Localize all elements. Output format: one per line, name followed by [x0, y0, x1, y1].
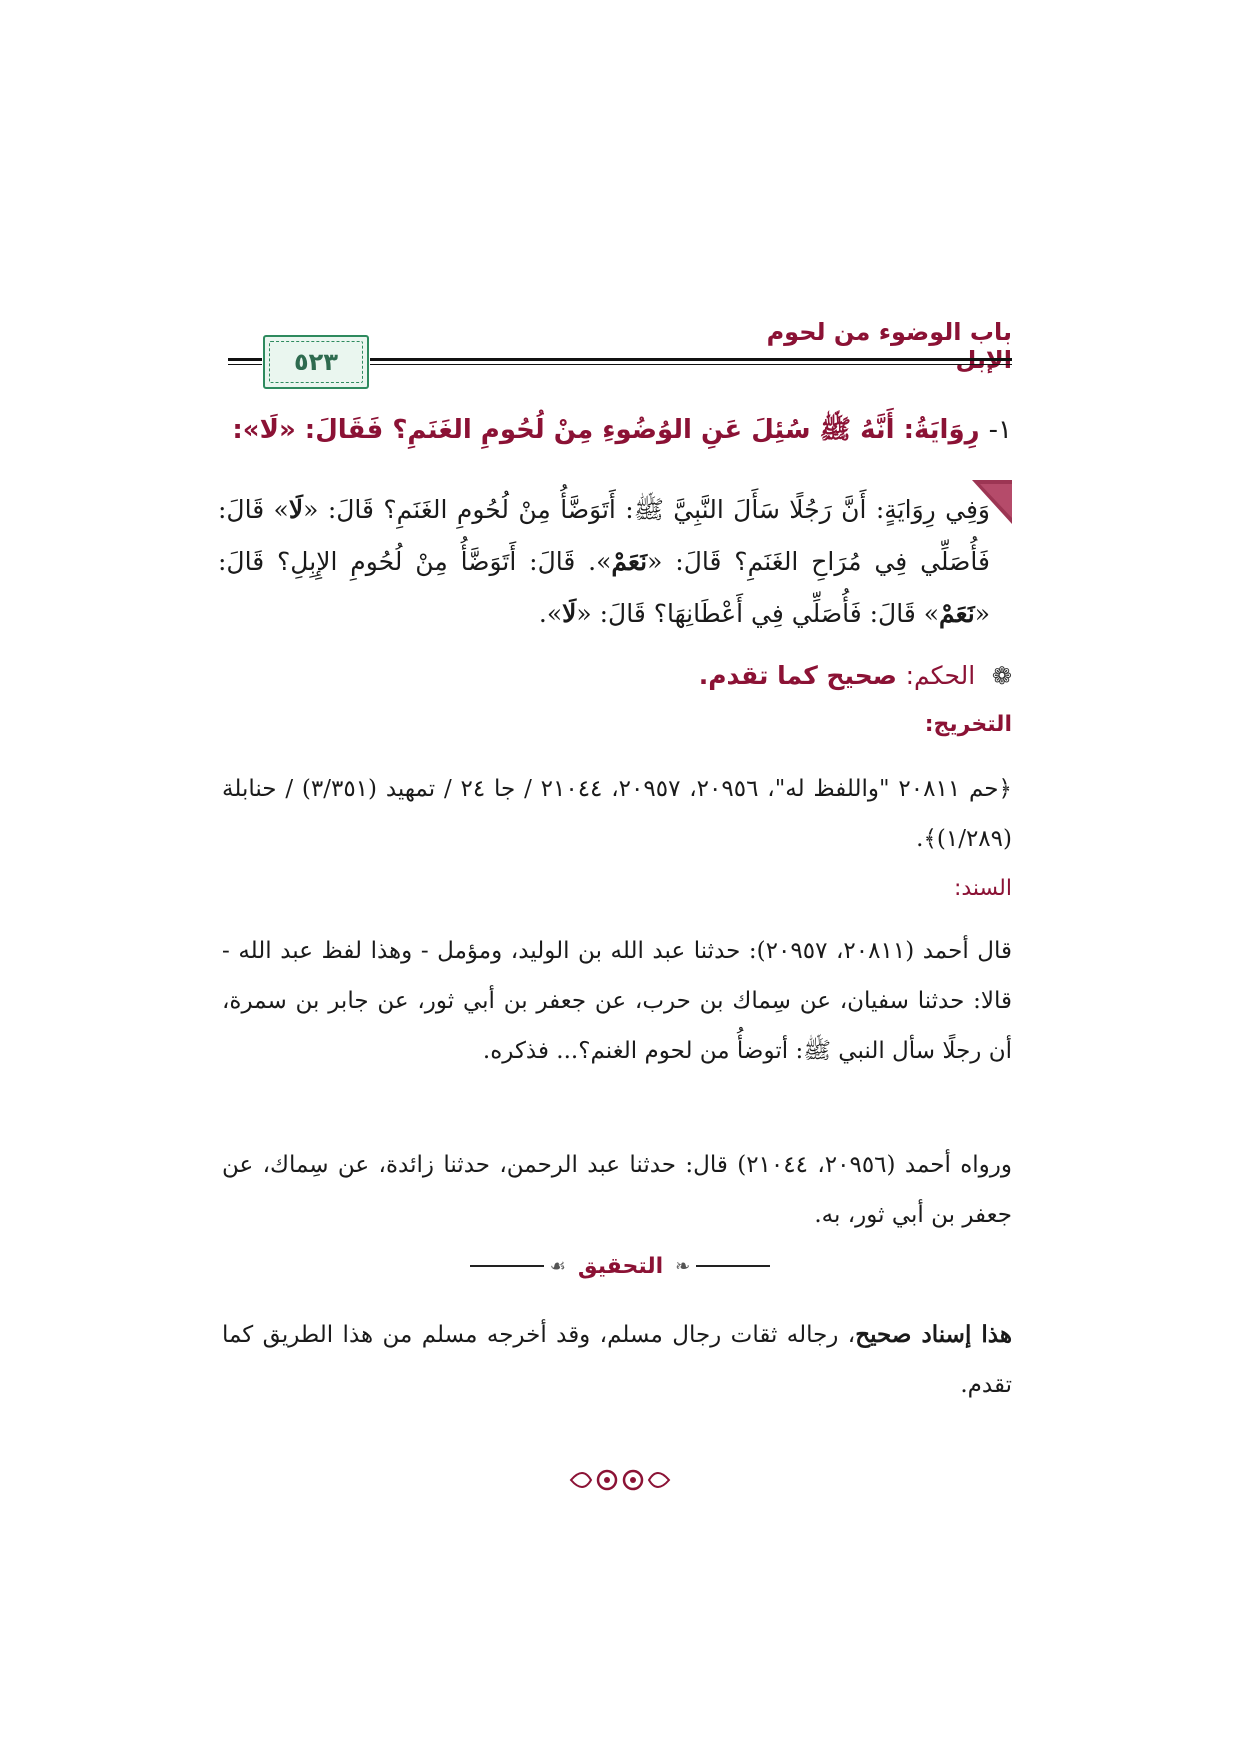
hadith-narration [218, 484, 990, 640]
tahqiq-rest: ، رجاله ثقات رجال مسلم، وقد أخرجه مسلم من هذا الطريق كما تقدم. [222, 1322, 1012, 1398]
page-number: ٥٢٣ [294, 348, 338, 376]
flower-icon: ❁ [991, 662, 1012, 690]
sanad-label: السند: [953, 876, 1012, 901]
end-ornament-icon [560, 1460, 680, 1500]
narration-line1: وَفِي رِوَايَةٍ: أَنَّ رَجُلًا سَأَلَ النَّبِيَّ ﷺ: أَتَوَضَّأُ مِنْ لُحُومِ الغَنَمِ؟ قَالَ: [327, 495, 990, 524]
page-number-badge [263, 335, 369, 389]
header-rule-left-thick [228, 358, 262, 361]
divider-ornament-left-icon: ☙ [549, 1255, 566, 1277]
divider-line-left [470, 1265, 544, 1267]
narration-no-1: لَا [288, 495, 304, 524]
narration-part-2d: » قَالَ: فَأُصَلِّي فِي أَعْطَانِهَا؟ قَالَ: « [576, 599, 940, 628]
narration-quote-open: « [303, 495, 319, 524]
tahqiq-text [222, 1310, 1012, 1410]
divider-line-right [696, 1265, 770, 1267]
tahqiq-divider [370, 1248, 870, 1284]
tahqiq-bold-lead: هذا إسناد صحيح [855, 1321, 1013, 1348]
end-ornament-svg [565, 1462, 675, 1498]
tahqiq-title: التحقيق [577, 1253, 664, 1279]
narration-part-2b: » قَالَ: فَأُصَلِّي فِي مُرَاحِ الغَنَمِ؟ قَالَ: « [218, 495, 990, 576]
sanad-paragraph-2: ورواه أحمد (٢٠٩٥٦، ٢١٠٤٤) قال: حدثنا عبد الرحمن، حدثنا زائدة، عن سِماك، عن جعفر بن أبي ثور، به. [222, 1152, 1012, 1228]
verdict [222, 658, 1012, 694]
narration-part-2e: ». [538, 599, 563, 628]
header-rule-thick [370, 358, 1012, 361]
header-rule-thin [370, 364, 1012, 365]
hadith-number: ١- [988, 415, 1012, 445]
verdict-value: صحيح كما تقدم. [698, 661, 897, 690]
hadith-heading-text: رِوَايَةُ: أَنَّهُ ﷺ سُئِلَ عَنِ الوُضُوءِ مِنْ لُحُومِ الغَنَمِ؟ فَقَالَ: «لَا»: [232, 415, 980, 445]
divider-ornament-right-icon: ❧ [675, 1255, 691, 1277]
narration-yes-1: نَعَمْ [611, 547, 648, 576]
verdict-label: الحكم: [905, 661, 976, 690]
chapter-title: باب الوضوء من لحوم [766, 318, 1012, 346]
sanad-paragraph-1: قال أحمد (٢٠٨١١، ٢٠٩٥٧): حدثنا عبد الله بن الوليد، ومؤمل - وهذا لفظ عبد الله - قالا: حدثنا سفيان، عن سِماك بن حرب، عن جعفر بن أبي ثور، عن جابر بن سمرة، أن رجلًا سأل النبي ﷺ: أتوضأُ من لحوم الغنم؟... فذكره. [222, 938, 1012, 1064]
header-rule-left-thin [228, 364, 262, 365]
takhrij-text: ﴿حم ٢٠٨١١ "واللفظ له"، ٢٠٩٥٦، ٢٠٩٥٧، ٢١٠٤٤ / جا ٢٤ / تمهيد (٣/٣٥١) / حنابلة (١/٢٨٩)﴾. [222, 776, 1012, 852]
narration-no-2: لَا [562, 599, 577, 628]
narration-part-2c: ». قَالَ: أَتَوَضَّأُ مِنْ لُحُومِ الإِبِلِ؟ قَالَ: « [218, 547, 990, 628]
takhrij-label: التخريج: [924, 712, 1012, 737]
narration-yes-2: نَعَمْ [939, 599, 975, 628]
hadith-heading [222, 410, 1012, 450]
